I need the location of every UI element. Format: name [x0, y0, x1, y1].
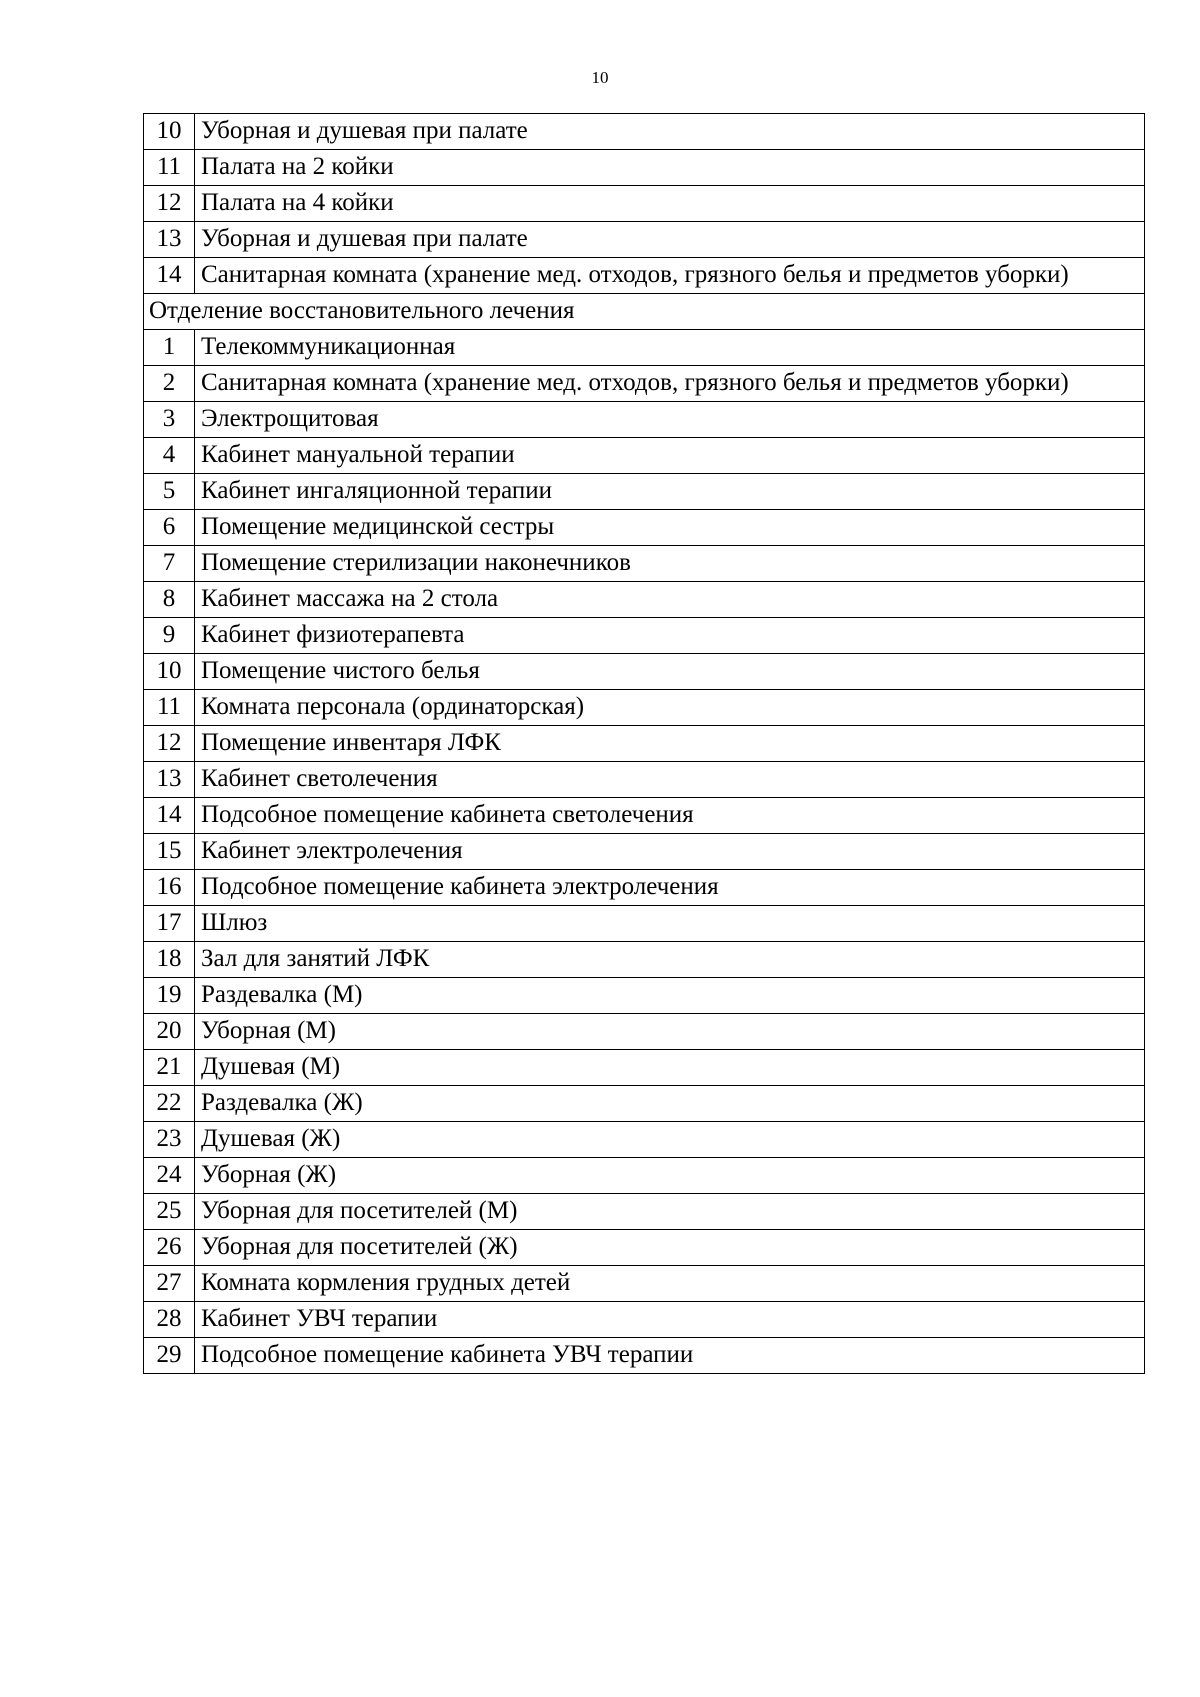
table-row [144, 186, 1145, 222]
room-number: 20 [144, 1014, 195, 1050]
table-row [144, 906, 1145, 942]
table-row [144, 582, 1145, 618]
room-name: Кабинет мануальной терапии [195, 438, 1145, 474]
room-name: Помещение инвентаря ЛФК [195, 726, 1145, 762]
room-number: 15 [144, 834, 195, 870]
room-number: 29 [144, 1338, 195, 1374]
room-name: Кабинет электролечения [195, 834, 1145, 870]
room-number: 28 [144, 1302, 195, 1338]
room-number: 2 [144, 366, 195, 402]
room-number: 23 [144, 1122, 195, 1158]
rooms-table [143, 113, 1145, 1374]
room-number: 3 [144, 402, 195, 438]
table-row [144, 474, 1145, 510]
table-row [144, 978, 1145, 1014]
room-number: 1 [144, 330, 195, 366]
room-name: Электрощитовая [195, 402, 1145, 438]
room-name: Помещение стерилизации наконечников [195, 546, 1145, 582]
table-row [144, 1230, 1145, 1266]
room-name: Комната персонала (ординаторская) [195, 690, 1145, 726]
room-name: Уборная и душевая при палате [195, 222, 1145, 258]
room-number: 9 [144, 618, 195, 654]
room-number: 13 [144, 222, 195, 258]
table-row [144, 1194, 1145, 1230]
room-number: 12 [144, 726, 195, 762]
room-number: 18 [144, 942, 195, 978]
room-number: 26 [144, 1230, 195, 1266]
room-name: Уборная для посетителей (М) [195, 1194, 1145, 1230]
table-row [144, 150, 1145, 186]
table-row [144, 1302, 1145, 1338]
table-row [144, 834, 1145, 870]
table-row [144, 618, 1145, 654]
table-row [144, 762, 1145, 798]
table-row [144, 870, 1145, 906]
table-row [144, 690, 1145, 726]
room-name: Палата на 2 койки [195, 150, 1145, 186]
table-row [144, 222, 1145, 258]
room-name: Зал для занятий ЛФК [195, 942, 1145, 978]
rooms-table-body [144, 114, 1145, 1374]
room-number: 21 [144, 1050, 195, 1086]
table-row [144, 1014, 1145, 1050]
section-header-row [144, 294, 1145, 330]
table-row [144, 330, 1145, 366]
table-row [144, 1050, 1145, 1086]
room-number: 17 [144, 906, 195, 942]
room-name: Кабинет массажа на 2 стола [195, 582, 1145, 618]
room-number: 12 [144, 186, 195, 222]
table-row [144, 1158, 1145, 1194]
room-name: Уборная и душевая при палате [195, 114, 1145, 150]
table-row [144, 1086, 1145, 1122]
table-row [144, 114, 1145, 150]
room-number: 11 [144, 690, 195, 726]
room-number: 4 [144, 438, 195, 474]
table-row [144, 1266, 1145, 1302]
room-name: Кабинет ингаляционной терапии [195, 474, 1145, 510]
room-name: Кабинет УВЧ терапии [195, 1302, 1145, 1338]
room-name: Помещение чистого белья [195, 654, 1145, 690]
room-number: 14 [144, 798, 195, 834]
room-name: Помещение медицинской сестры [195, 510, 1145, 546]
room-number: 25 [144, 1194, 195, 1230]
table-row [144, 942, 1145, 978]
room-name: Раздевалка (М) [195, 978, 1145, 1014]
section-title: Отделение восстановительного лечения [144, 294, 1145, 330]
room-number: 11 [144, 150, 195, 186]
room-name: Уборная для посетителей (Ж) [195, 1230, 1145, 1266]
room-number: 14 [144, 258, 195, 294]
room-number: 5 [144, 474, 195, 510]
room-name: Комната кормления грудных детей [195, 1266, 1145, 1302]
room-number: 19 [144, 978, 195, 1014]
room-number: 7 [144, 546, 195, 582]
room-name: Уборная (М) [195, 1014, 1145, 1050]
table-row [144, 1122, 1145, 1158]
room-name: Кабинет физиотерапевта [195, 618, 1145, 654]
room-name: Подсобное помещение кабинета электролечения [195, 870, 1145, 906]
table-row [144, 546, 1145, 582]
room-name: Душевая (Ж) [195, 1122, 1145, 1158]
table-row [144, 510, 1145, 546]
table-row [144, 366, 1145, 402]
room-number: 10 [144, 114, 195, 150]
room-name: Шлюз [195, 906, 1145, 942]
room-number: 16 [144, 870, 195, 906]
room-number: 8 [144, 582, 195, 618]
room-name: Подсобное помещение кабинета УВЧ терапии [195, 1338, 1145, 1374]
room-name: Уборная (Ж) [195, 1158, 1145, 1194]
page-number: 10 [591, 68, 609, 87]
table-row [144, 798, 1145, 834]
room-number: 24 [144, 1158, 195, 1194]
room-number: 10 [144, 654, 195, 690]
room-number: 22 [144, 1086, 195, 1122]
room-name: Санитарная комната (хранение мед. отходов, грязного белья и предметов уборки) [195, 366, 1145, 402]
room-name: Раздевалка (Ж) [195, 1086, 1145, 1122]
room-name: Санитарная комната (хранение мед. отходов, грязного белья и предметов уборки) [195, 258, 1145, 294]
table-row [144, 258, 1145, 294]
table-row [144, 654, 1145, 690]
room-name: Телекоммуникационная [195, 330, 1145, 366]
room-number: 13 [144, 762, 195, 798]
table-row [144, 402, 1145, 438]
room-name: Палата на 4 койки [195, 186, 1145, 222]
room-number: 6 [144, 510, 195, 546]
room-number: 27 [144, 1266, 195, 1302]
room-name: Подсобное помещение кабинета светолечения [195, 798, 1145, 834]
room-name: Кабинет светолечения [195, 762, 1145, 798]
table-row [144, 1338, 1145, 1374]
room-name: Душевая (М) [195, 1050, 1145, 1086]
table-row [144, 726, 1145, 762]
table-row [144, 438, 1145, 474]
